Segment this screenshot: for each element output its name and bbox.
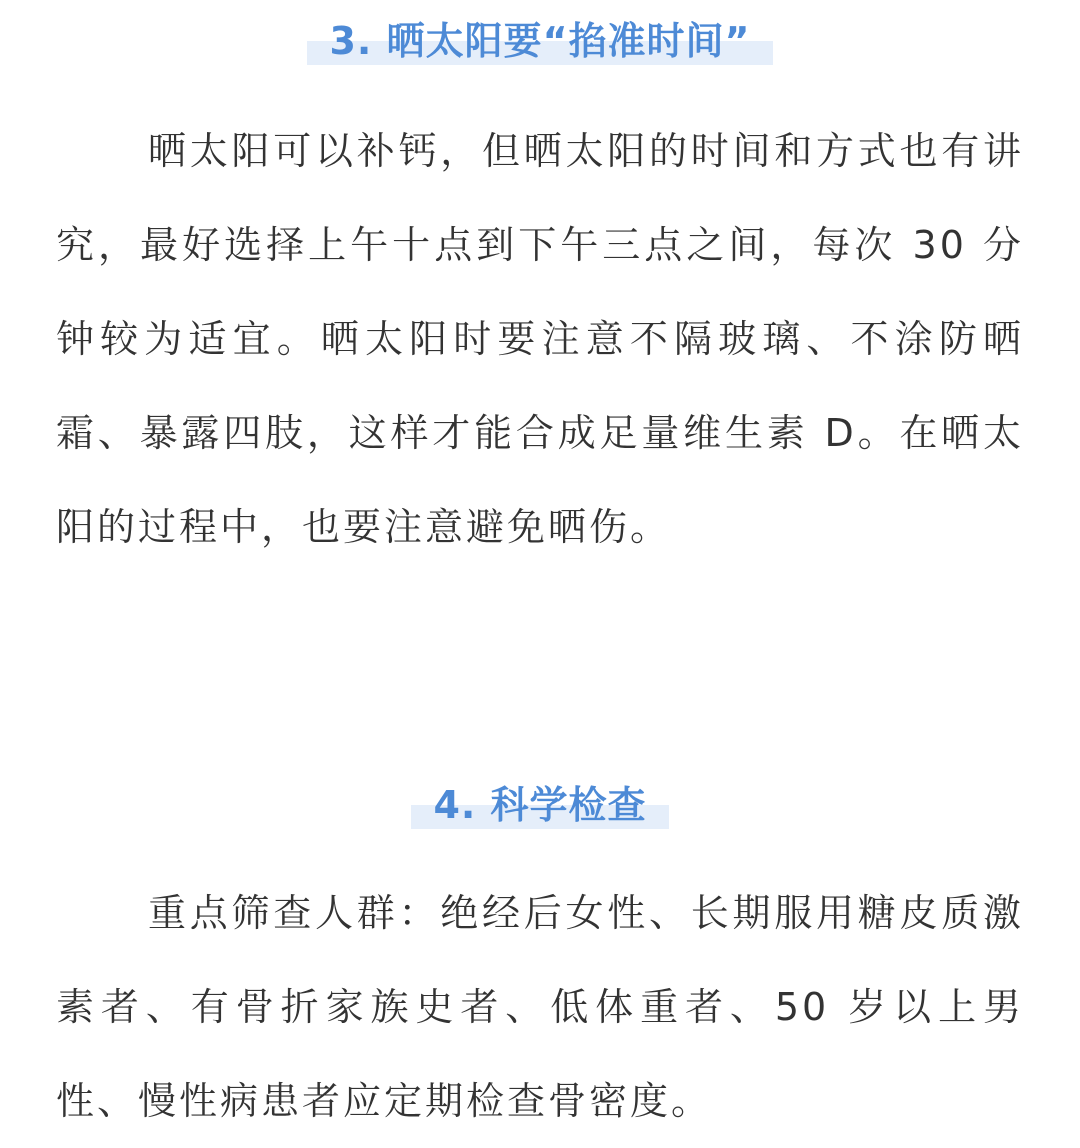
section-heading-4 — [0, 781, 1080, 829]
section-heading-3-text: 3. 晒太阳要“掐准时间” — [329, 19, 751, 63]
section-heading-4-text: 4. 科学检查 — [433, 783, 647, 827]
screening-paragraph: 重点筛查人群：绝经后女性、长期服用糖皮质激素者、有骨折家族史者、低体重者、50 岁以上男性、慢性病患者应定期检查骨密度。 — [56, 891, 1024, 1123]
heading-highlight — [307, 17, 772, 65]
section-heading-3 — [0, 17, 1080, 65]
heading-highlight — [411, 781, 668, 829]
sunbathing-paragraph: 晒太阳可以补钙，但晒太阳的时间和方式也有讲究，最好选择上午十点到下午三点之间，每次 30 分钟较为适宜。晒太阳时要注意不隔玻璃、不涂防晒霜、暴露四肢，这样才能合成足量维生素 D。在晒太阳的过程中，也要注意避免晒伤。 — [56, 129, 1024, 549]
